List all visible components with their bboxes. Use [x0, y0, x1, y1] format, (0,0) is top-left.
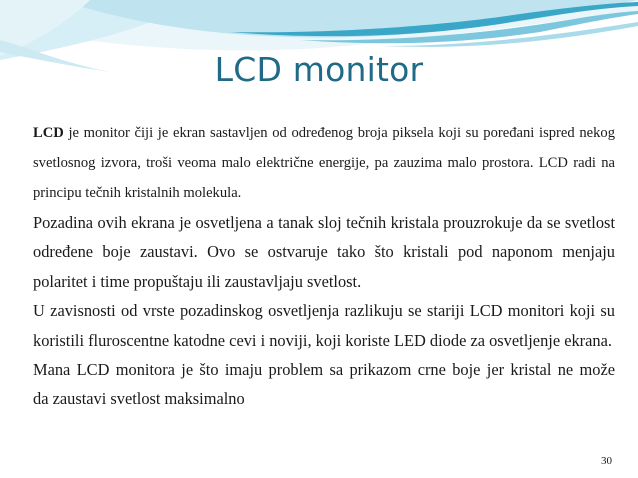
- page-number: 30: [601, 455, 612, 467]
- paragraph-drawback-line2: da zaustavi svetlost maksimalno: [33, 389, 245, 409]
- lcd-bold-term: LCD: [33, 125, 64, 141]
- slide-body: [33, 118, 615, 414]
- paragraph-backlight: Pozadina ovih ekrana je osvetljena a tanak sloj tečnih kristala prouzrokuje da se svetlost određene boje zaustavi. Ovo se ostvaruje tako što kristali pod naponom menjaju polaritet i time propuštaju ili zaustavljaju svetlost.: [33, 213, 615, 291]
- slide-title: LCD monitor: [214, 50, 424, 89]
- paragraph-backlight-types: U zavisnosti od vrste pozadinskog osvetljenja razlikuju se stariji LCD monitori koji su koristili fluroscentne katodne cevi i noviji, koji koriste LED diode za osvetljenje ekrana.: [33, 301, 615, 350]
- paragraph-lcd-definition: [33, 118, 615, 208]
- paragraph-drawback-line1: Mana LCD monitora je što imaju problem sa prikazom crne boje jer kristal ne može: [33, 360, 615, 380]
- lcd-definition-text: je monitor čiji je ekran sastavljen od određenog broja piksela koji su poređani ispred nekog svetlosnog izvora, troši veoma malo električne energije, pa zauzima malo prostora. LCD radi na principu tečnih kristalnih molekula.: [33, 125, 615, 201]
